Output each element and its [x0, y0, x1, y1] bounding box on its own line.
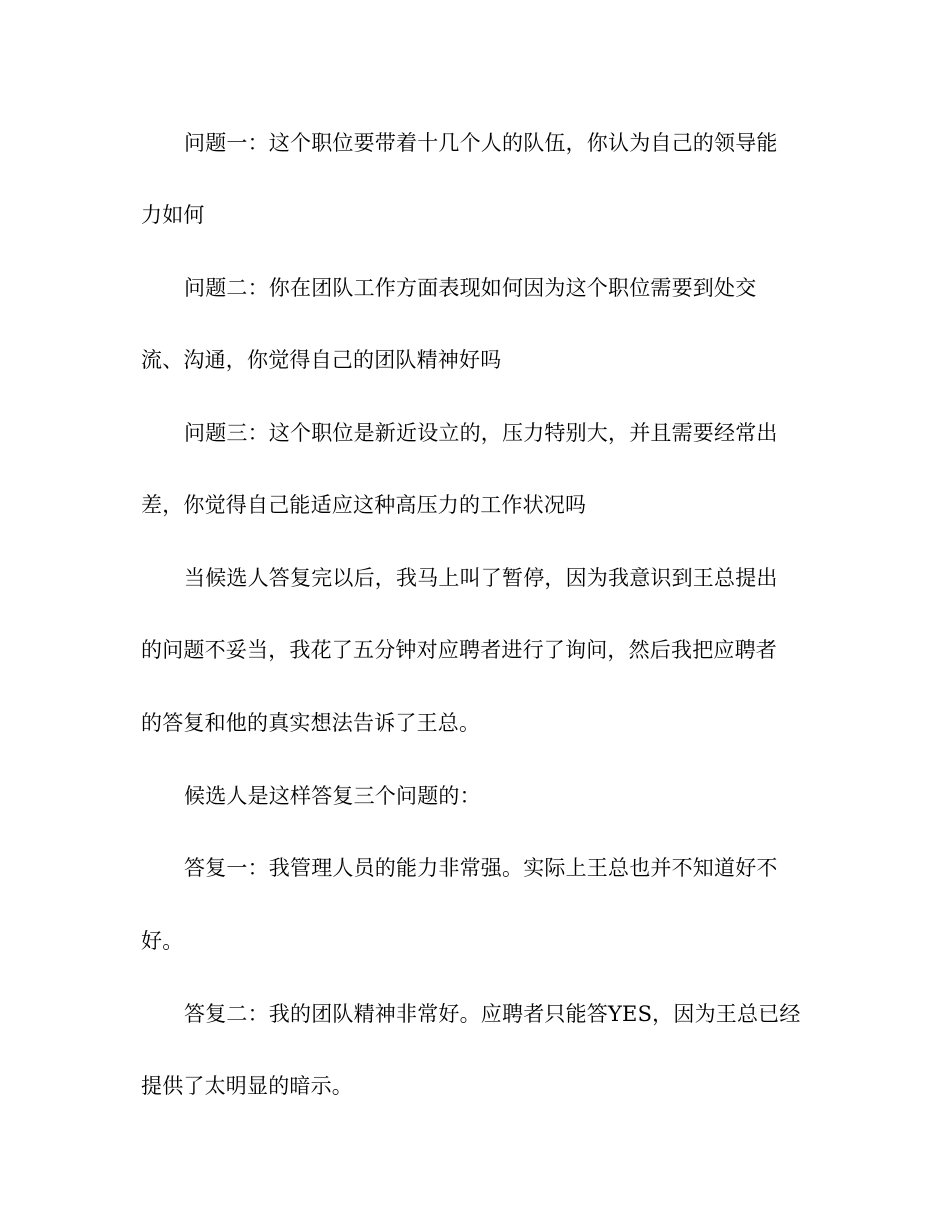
paragraph-answer-2-line-2: 提供了太明显的暗示。 — [141, 1074, 353, 1098]
paragraph-pause-line-2: 的问题不妥当，我花了五分钟对应聘者进行了询问，然后我把应聘者 — [141, 638, 777, 662]
paragraph-question-3-line-1: 问题三：这个职位是新近设立的，压力特别大，并且需要经常出 — [184, 421, 778, 445]
paragraph-question-1-line-2: 力如何 — [141, 203, 205, 227]
paragraph-answers-intro: 候选人是这样答复三个问题的： — [184, 784, 481, 808]
paragraph-question-2-line-2: 流、沟通，你觉得自己的团队精神好吗 — [141, 348, 502, 372]
paragraph-answer-2-line-1: 答复二：我的团队精神非常好。应聘者只能答YES，因为王总已经 — [184, 1002, 801, 1026]
paragraph-question-2-line-1: 问题二：你在团队工作方面表现如何因为这个职位需要到处交 — [184, 276, 757, 300]
paragraph-pause-line-1: 当候选人答复完以后，我马上叫了暂停，因为我意识到王总提出 — [184, 566, 778, 590]
paragraph-question-3-line-2: 差，你觉得自己能适应这种高压力的工作状况吗 — [141, 493, 587, 517]
paragraph-pause-line-3: 的答复和他的真实想法告诉了王总。 — [141, 711, 481, 735]
paragraph-question-1-line-1: 问题一：这个职位要带着十几个人的队伍，你认为自己的领导能 — [184, 131, 778, 155]
paragraph-answer-1-line-2: 好。 — [141, 929, 184, 953]
paragraph-answer-1-line-1: 答复一：我管理人员的能力非常强。实际上王总也并不知道好不 — [184, 856, 778, 880]
